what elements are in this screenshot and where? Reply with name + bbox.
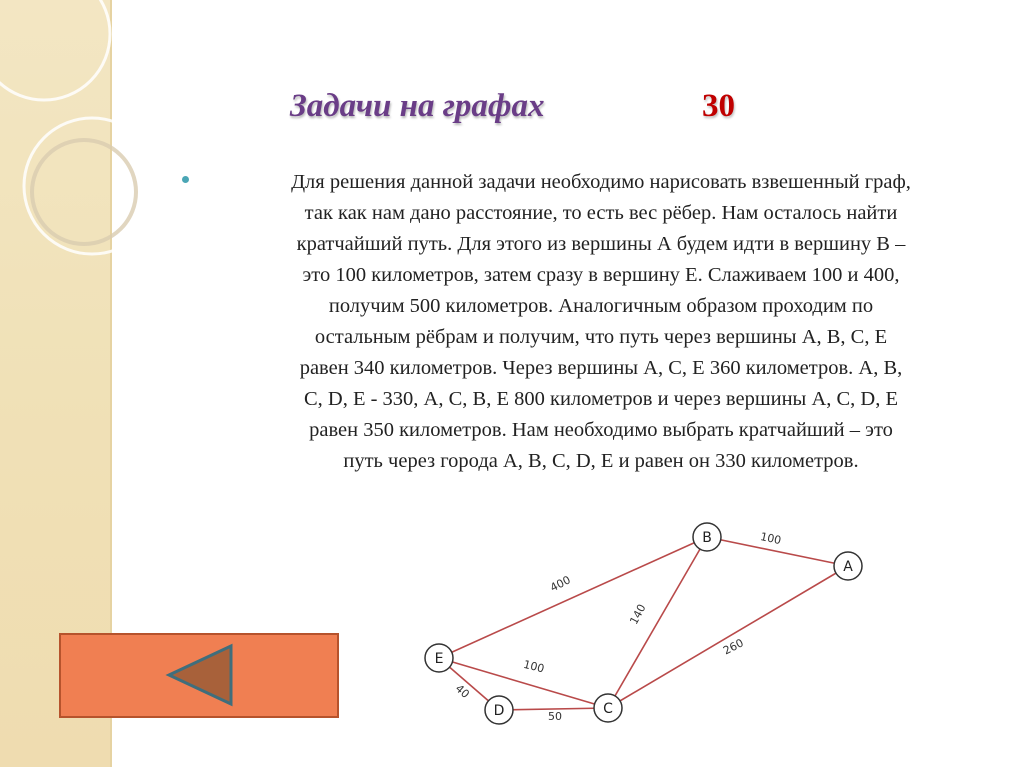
graph-edge-c-a [608, 566, 848, 708]
paragraph-line: кратчайший путь. Для этого из вершины А будем идти в вершину В – [296, 233, 906, 255]
graph-edge-e-b [439, 537, 707, 658]
paragraph-line: так как нам дано расстояние, то есть вес рёбер. Нам осталось найти [304, 202, 898, 224]
edge-weight-label: 140 [627, 602, 649, 627]
triangle-left-icon [61, 635, 337, 716]
edge-weight-label: 260 [721, 636, 746, 658]
graph-node-label: D [493, 703, 505, 719]
paragraph-line: путь через города А, В, С, D, E и равен он 330 километров. [343, 450, 859, 472]
paragraph-line: остальным рёбрам и получим, что путь через вершины А, В, С, Е [314, 326, 888, 348]
bullet-icon [182, 176, 189, 183]
graph-edge-c-b [608, 537, 707, 708]
slide-title: Задачи на графах [290, 88, 545, 124]
edge-weight-label: 100 [759, 530, 783, 548]
paragraph-line: получим 500 километров. Аналогичным образом проходим по [328, 295, 874, 317]
solution-paragraph [190, 167, 1012, 477]
paragraph-line: это 100 километров, затем сразу в вершину Е. Слаживаем 100 и 400, [302, 264, 900, 286]
edge-weight-label: 50 [548, 710, 562, 723]
edge-weight-label: 40 [452, 681, 472, 701]
graph-node-label: C [603, 701, 613, 717]
edge-weight-label: 100 [522, 657, 546, 676]
paragraph-line: равен 350 километров. Нам необходимо выбрать кратчайший – это [309, 419, 893, 441]
graph-node-label: A [843, 559, 853, 575]
weighted-graph [400, 510, 880, 740]
graph-node-label: B [702, 530, 712, 546]
paragraph-line: C, D, E - 330, А, С, В, Е 800 километров и через вершины А, С, D, E [303, 388, 899, 410]
back-button[interactable] [59, 633, 339, 718]
title-row [290, 88, 770, 138]
graph-node-label: E [434, 651, 444, 667]
paragraph-line: Для решения данной задачи необходимо нарисовать взвешенный граф, [291, 171, 911, 193]
slide-number: 30 [702, 88, 735, 124]
paragraph-line: равен 340 километров. Через вершины А, С, Е 360 километров. А, В, [299, 357, 903, 379]
edge-weight-label: 400 [548, 573, 573, 595]
